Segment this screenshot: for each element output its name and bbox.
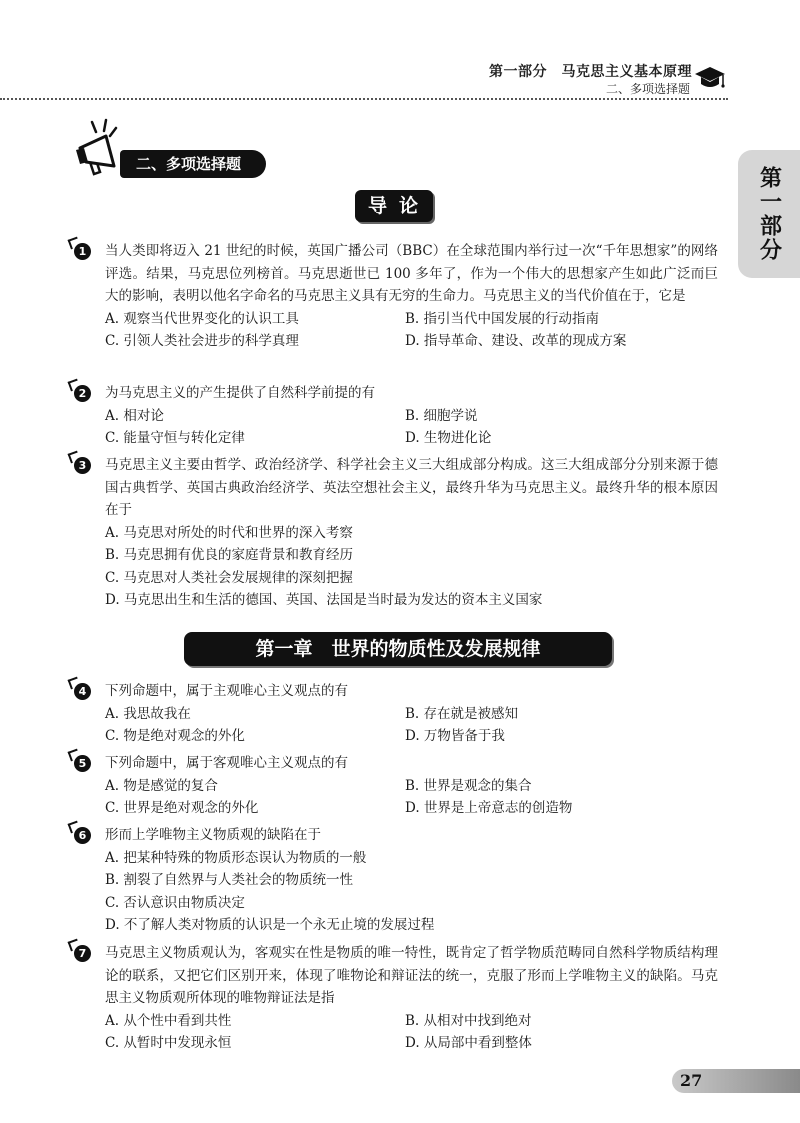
option-b: B. 指引当代中国发展的行动指南 xyxy=(405,310,600,327)
option-b: B. 马克思拥有优良的家庭背景和教育经历 xyxy=(105,547,354,563)
option-c: C. 否认意识由物质决定 xyxy=(105,894,245,911)
option-a: A. 从个性中看到共性 xyxy=(105,1012,232,1029)
question-3 xyxy=(78,454,718,612)
option-d: D. 马克思出生和生活的德国、英国、法国是当时最为发达的资本主义国家 xyxy=(105,592,543,608)
question-number: 6 xyxy=(74,827,91,844)
question-stem: 马克思主义物质观认为，客观实在性是物质的唯一特性，既肯定了哲学物质范畴同自然科学物质结构理论的联系，又把它们区别开来，体现了唯物论和辩证法的统一，克服了形而上学唯物主义的缺陷。马克思主义物质观所体现的唯物辩证法是指 xyxy=(105,945,718,1006)
option-c: C. 从暂时中发现永恒 xyxy=(105,1035,232,1051)
option-a: A. 马克思对所处的时代和世界的深入考察 xyxy=(105,524,353,541)
option-a: A. 观察当代世界变化的认识工具 xyxy=(105,310,299,327)
question-1 xyxy=(78,240,718,353)
intro-title: 导论 xyxy=(355,190,433,222)
option-a: A. 相对论 xyxy=(105,407,164,424)
option-d: D. 指导革命、建设、改革的现成方案 xyxy=(405,333,627,349)
header-divider xyxy=(0,98,728,100)
question-stem: 当人类即将迈入 21 世纪的时候，英国广播公司（BBC）在全球范围内举行过一次“千年思想家”的网络评选。结果，马克思位列榜首。马克思逝世已 100 多年了，作为一个伟大的思想家产生如此广泛而巨大的影响，表明以他名字命名的马克思主义具有无穷的生命力。马克思主义的当代价值在于，它是 xyxy=(105,243,718,304)
option-d: D. 世界是上帝意志的创造物 xyxy=(405,800,573,816)
option-d: D. 万物皆备于我 xyxy=(405,728,505,744)
chapter-title: 第一章 世界的物质性及发展规律 xyxy=(184,632,612,666)
option-a: A. 物是感觉的复合 xyxy=(105,777,218,794)
option-b: B. 存在就是被感知 xyxy=(405,705,519,722)
option-d: D. 从局部中看到整体 xyxy=(405,1035,532,1051)
section-banner xyxy=(72,118,272,180)
question-number: 4 xyxy=(74,683,91,700)
option-b: B. 从相对中找到绝对 xyxy=(405,1012,532,1029)
question-stem: 形而上学唯物主义物质观的缺陷在于 xyxy=(105,827,321,843)
question-number: 3 xyxy=(74,457,91,474)
question-stem: 为马克思主义的产生提供了自然科学前提的有 xyxy=(105,385,375,401)
option-c: C. 引领人类社会进步的科学真理 xyxy=(105,333,299,349)
header-title: 第一部分 马克思主义基本原理 xyxy=(489,64,692,80)
option-b: B. 细胞学说 xyxy=(405,407,478,424)
side-tab-label: 第一部分 xyxy=(756,166,782,262)
question-2 xyxy=(78,382,718,450)
question-stem: 下列命题中，属于主观唯心主义观点的有 xyxy=(105,683,348,699)
option-a: A. 把某种特殊的物质形态误认为物质的一般 xyxy=(105,849,367,866)
option-c: C. 物是绝对观念的外化 xyxy=(105,728,245,744)
question-stem: 下列命题中，属于客观唯心主义观点的有 xyxy=(105,755,348,771)
question-number: 7 xyxy=(74,945,91,962)
question-number: 2 xyxy=(74,385,91,402)
option-b: B. 世界是观念的集合 xyxy=(405,777,532,794)
option-d: D. 不了解人类对物质的认识是一个永无止境的发展过程 xyxy=(105,917,435,933)
option-c: C. 能量守恒与转化定律 xyxy=(105,430,245,446)
question-7 xyxy=(78,942,718,1055)
question-number: 1 xyxy=(74,243,91,260)
option-b: B. 割裂了自然界与人类社会的物质统一性 xyxy=(105,872,354,888)
section-label: 二、多项选择题 xyxy=(120,150,266,178)
question-stem: 马克思主义主要由哲学、政治经济学、科学社会主义三大组成部分构成。这三大组成部分分别来源于德国古典哲学、英国古典政治经济学、英法空想社会主义，最终升华为马克思主义。最终升华的根本原因在于 xyxy=(105,457,718,518)
page-number: 27 xyxy=(680,1071,703,1090)
question-5 xyxy=(78,752,718,820)
side-tab xyxy=(738,150,800,278)
option-a: A. 我思故我在 xyxy=(105,705,191,722)
question-number: 5 xyxy=(74,755,91,772)
question-6 xyxy=(78,824,718,937)
question-4 xyxy=(78,680,718,748)
graduation-cap-icon xyxy=(694,65,726,93)
option-c: C. 马克思对人类社会发展规律的深刻把握 xyxy=(105,569,353,586)
page-header xyxy=(0,0,800,102)
header-subtitle: 二、多项选择题 xyxy=(605,82,690,96)
option-d: D. 生物进化论 xyxy=(405,430,492,446)
option-c: C. 世界是绝对观念的外化 xyxy=(105,800,259,816)
